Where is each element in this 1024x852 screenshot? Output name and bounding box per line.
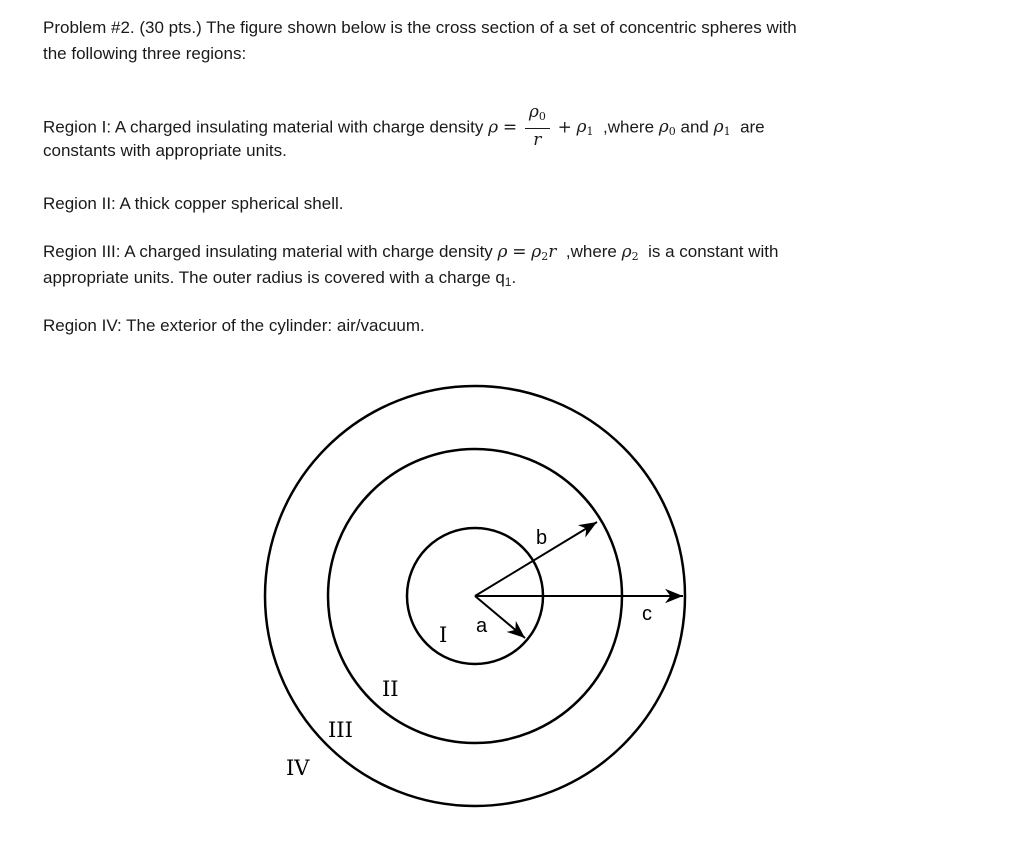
problem-line-2: the following three regions: xyxy=(43,44,247,63)
equals: = xyxy=(502,117,518,138)
label-region-II: II xyxy=(382,677,399,701)
where: ,where xyxy=(603,117,655,137)
and: and xyxy=(680,117,709,137)
region4-text: Region IV: The exterior of the cylinder: air/vacuum. xyxy=(43,316,425,335)
region1-prefix: Region I: A charged insulating material with charge density xyxy=(43,117,484,137)
region3-prefix: Region III: A charged insulating material with charge density xyxy=(43,242,493,261)
region1-line-2: constants with appropriate units. xyxy=(43,141,287,160)
are: are xyxy=(740,117,765,137)
label-region-III: III xyxy=(328,718,353,742)
label-region-IV: IV xyxy=(286,756,310,780)
rho2-ref: $\rho_2$ xyxy=(621,242,639,263)
denominator: r xyxy=(533,130,542,150)
region3-suffix: is a constant with xyxy=(648,242,779,261)
rho1: $\rho_1$ xyxy=(576,117,594,139)
label-region-I: I xyxy=(439,623,448,647)
equals: = xyxy=(512,242,527,262)
rho0-ref: $\rho_0$ xyxy=(658,117,676,139)
rho-symbol: ρ xyxy=(497,242,508,262)
label-c: c xyxy=(642,603,652,625)
rho1-ref: $\rho_1$ xyxy=(713,117,731,139)
label-b: b xyxy=(536,527,548,549)
label-a: a xyxy=(476,615,488,637)
region2-text: Region II: A thick copper spherical shell. xyxy=(43,194,344,213)
rho2-r: $\rho_2r$ xyxy=(531,242,557,263)
plus: + xyxy=(557,117,572,138)
rho-symbol: ρ xyxy=(488,117,499,138)
where: ,where xyxy=(565,242,617,261)
problem-line-1: Problem #2. (30 pts.) The figure shown below is the cross section of a set of concentric spheres with xyxy=(43,18,797,37)
region3-line-2: appropriate units. The outer radius is covered with a charge $q_1$. xyxy=(43,268,517,289)
numerator: $\rho_0$ xyxy=(525,101,550,129)
